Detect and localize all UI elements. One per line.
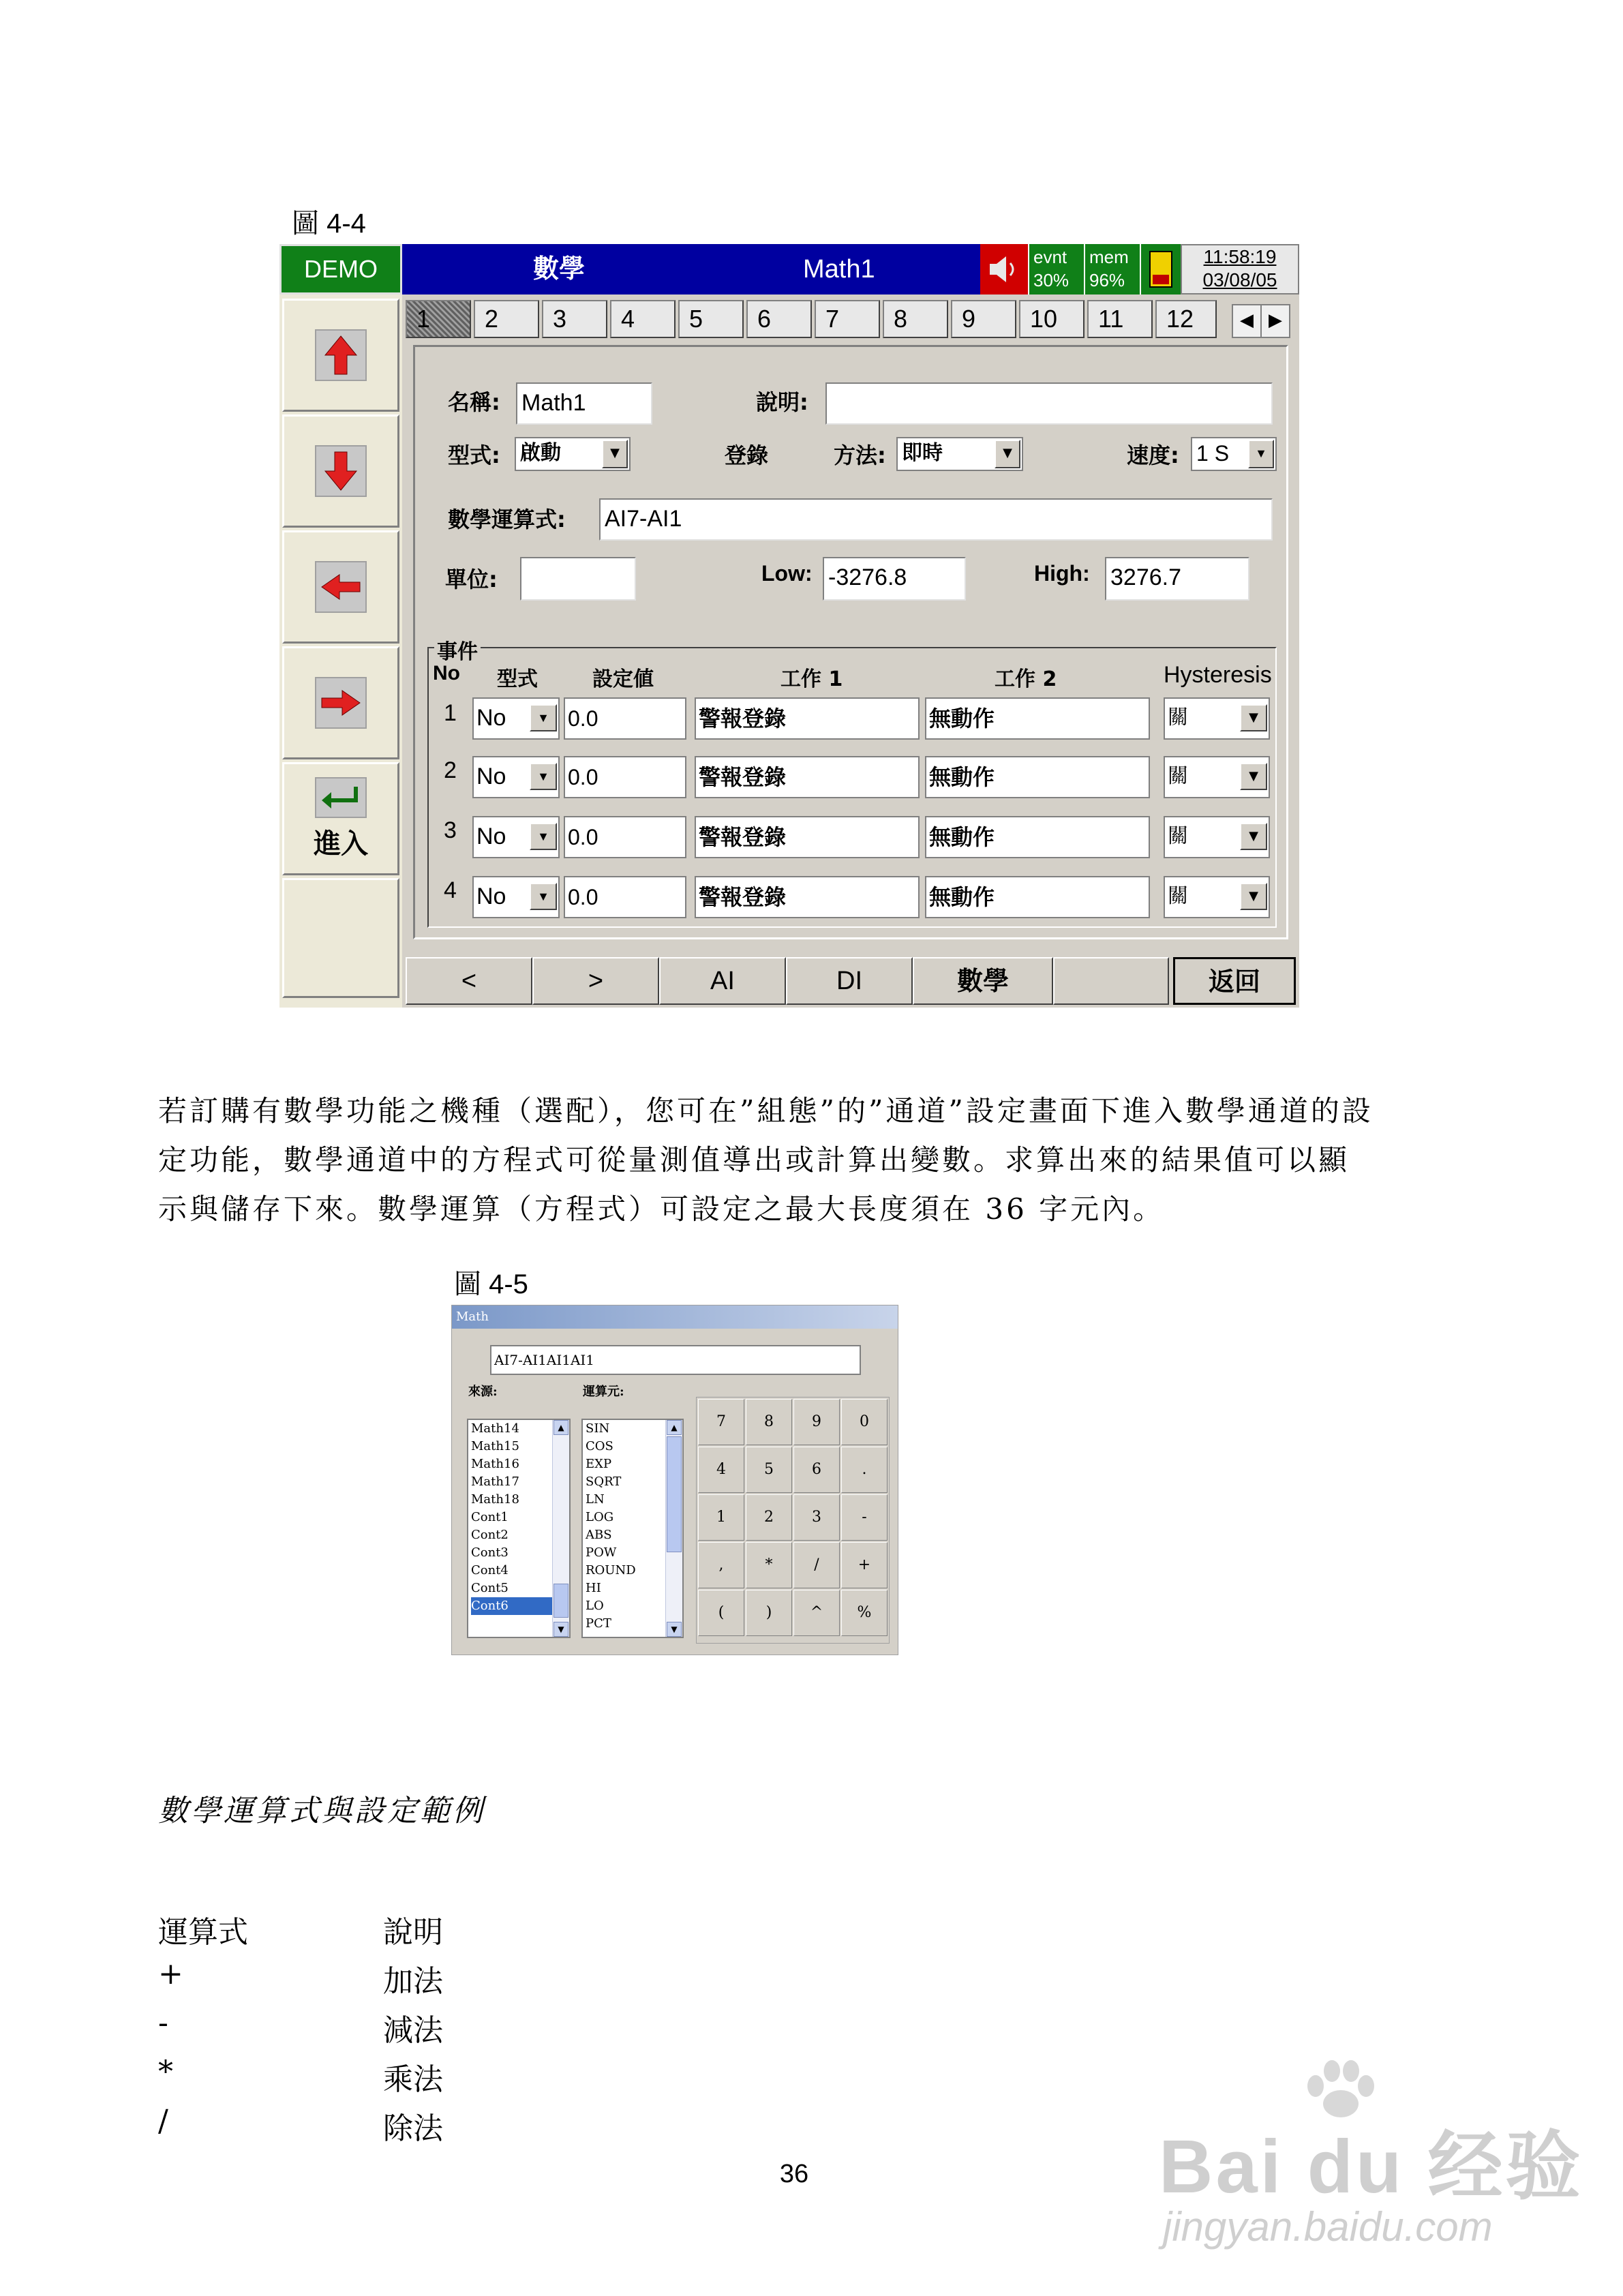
event-work1-field[interactable]: 警報登錄: [695, 756, 920, 798]
key-percent[interactable]: %: [841, 1590, 888, 1636]
tab-6[interactable]: 6: [746, 300, 812, 338]
tab-7[interactable]: 7: [815, 300, 880, 338]
tab-12[interactable]: 12: [1155, 300, 1217, 338]
type-select[interactable]: [515, 437, 631, 471]
key-rparen[interactable]: ): [746, 1590, 792, 1636]
right-button[interactable]: [282, 646, 399, 759]
event-setpoint-input[interactable]: 0.0: [564, 816, 686, 858]
table-desc: 乘法: [383, 2062, 443, 2097]
list-item[interactable]: Math17: [471, 1475, 519, 1489]
table-header-op: 運算式: [158, 1915, 248, 1950]
speed-select[interactable]: [1191, 437, 1277, 471]
list-item[interactable]: ABS: [586, 1528, 612, 1542]
name-label: 名稱:: [448, 389, 500, 415]
down-button[interactable]: [282, 414, 399, 528]
high-label: High:: [1034, 561, 1090, 586]
tab-11[interactable]: 11: [1087, 300, 1153, 338]
ai-button[interactable]: AI: [659, 957, 786, 1005]
source-list[interactable]: [467, 1419, 571, 1638]
event-no: 1: [444, 700, 457, 726]
bottom-function-bar: [406, 957, 1299, 1008]
keypad: [696, 1397, 890, 1644]
math-button[interactable]: 數學: [913, 957, 1053, 1005]
figure-caption-4-4: 圖 4-4: [292, 209, 366, 239]
key-divide[interactable]: /: [793, 1542, 840, 1588]
expr-label: 數學運算式:: [448, 507, 566, 532]
list-item[interactable]: HI: [586, 1581, 601, 1595]
key-9[interactable]: 9: [793, 1399, 840, 1445]
arrow-down-icon: [315, 445, 367, 497]
source-label: 來源:: [468, 1385, 498, 1399]
table-op: +: [158, 1957, 183, 1991]
chevron-down-icon: ▼: [602, 440, 628, 468]
table-op: *: [158, 2055, 173, 2089]
list-item[interactable]: Math16: [471, 1457, 519, 1471]
clock: [1181, 244, 1299, 294]
operator-scrollbar[interactable]: [665, 1420, 682, 1637]
col-type: 型式: [497, 667, 538, 691]
key-0[interactable]: 0: [841, 1399, 888, 1445]
list-item[interactable]: LOG: [586, 1510, 614, 1524]
event-work1-field[interactable]: 警報登錄: [695, 876, 920, 918]
tab-8[interactable]: 8: [883, 300, 948, 338]
clock-date: 03/08/05: [1202, 269, 1277, 290]
tab-2[interactable]: 2: [474, 300, 539, 338]
speed-value: 1 S: [1196, 441, 1230, 466]
list-item[interactable]: Math14: [471, 1421, 519, 1436]
event-hyst-value: 關: [1168, 706, 1188, 729]
table-op: -: [158, 2006, 168, 2040]
key-comma[interactable]: ,: [698, 1542, 744, 1588]
list-item[interactable]: EXP: [586, 1457, 612, 1471]
unit-label: 單位:: [445, 567, 498, 592]
tab-4[interactable]: 4: [610, 300, 676, 338]
list-item[interactable]: COS: [586, 1439, 613, 1453]
next-button[interactable]: >: [532, 957, 659, 1005]
scroll-thumb[interactable]: [553, 1584, 568, 1618]
list-item[interactable]: Cont3: [471, 1545, 509, 1560]
operator-label: 運算元:: [583, 1385, 624, 1399]
chevron-down-icon: ▼: [995, 440, 1020, 468]
event-hyst-value: 關: [1168, 824, 1188, 848]
event-setpoint-input[interactable]: 0.0: [564, 697, 686, 740]
section-title: 數學運算式與設定範例: [158, 1794, 485, 1828]
event-type-value: No: [476, 883, 506, 909]
blank-button[interactable]: [282, 878, 399, 998]
type-value: 啟動: [520, 441, 561, 465]
event-setpoint-input[interactable]: 0.0: [564, 756, 686, 798]
event-no: 4: [444, 877, 457, 903]
desc-label: 說明:: [756, 389, 808, 415]
event-type-select[interactable]: [472, 876, 560, 918]
col-work1: 工作 1: [780, 667, 843, 691]
event-work1-field[interactable]: 警報登錄: [695, 816, 920, 858]
event-no: 3: [444, 817, 457, 843]
event-work2-field[interactable]: 無動作: [925, 876, 1150, 918]
key-4[interactable]: 4: [698, 1447, 744, 1493]
events-legend: 事件: [434, 635, 481, 665]
event-hyst-value: 關: [1168, 884, 1188, 908]
left-button-panel: [279, 294, 402, 1008]
method-label: 方法:: [834, 442, 886, 468]
card-icon[interactable]: [1140, 244, 1181, 294]
list-item[interactable]: ROUND: [586, 1563, 636, 1577]
key-5[interactable]: 5: [746, 1447, 792, 1493]
chevron-down-icon: ▼: [1240, 763, 1267, 790]
key-3[interactable]: 3: [793, 1494, 840, 1541]
tab-1[interactable]: 1: [406, 300, 471, 338]
list-item[interactable]: Math18: [471, 1492, 519, 1507]
expression-input[interactable]: AI7-AI1AI1AI1: [490, 1345, 861, 1375]
arrow-right-icon: [315, 677, 367, 729]
page-number: 36: [779, 2160, 809, 2188]
key-2[interactable]: 2: [746, 1494, 792, 1541]
prev-button[interactable]: <: [406, 957, 532, 1005]
table-header-desc: 說明: [383, 1915, 443, 1950]
event-hyst-select[interactable]: [1164, 697, 1270, 740]
mem-label: mem: [1089, 247, 1129, 267]
watermark-brand: Bai du 经验: [1159, 2125, 1583, 2209]
chevron-down-icon: ▼: [1240, 883, 1267, 910]
event-no: 2: [444, 757, 457, 783]
chevron-down-icon: ▼: [1248, 440, 1274, 468]
chevron-down-icon: ▼: [1240, 704, 1267, 731]
desc-input[interactable]: [825, 382, 1273, 425]
list-item[interactable]: Cont4: [471, 1563, 509, 1577]
channel-settings-panel: [413, 345, 1288, 939]
key-minus[interactable]: -: [841, 1494, 888, 1541]
back-button[interactable]: 返回: [1173, 957, 1296, 1005]
event-hyst-select[interactable]: [1164, 756, 1270, 798]
table-desc: 減法: [383, 2013, 443, 2048]
low-label: Low:: [761, 561, 813, 586]
tab-3[interactable]: 3: [542, 300, 607, 338]
table-op: /: [158, 2104, 168, 2139]
blank-function-button[interactable]: [1053, 957, 1169, 1005]
key-1[interactable]: 1: [698, 1494, 744, 1541]
tab-scroll-right-icon[interactable]: ▶: [1260, 304, 1290, 338]
table-desc: 加法: [383, 1964, 443, 1999]
list-item[interactable]: Cont1: [471, 1510, 509, 1524]
key-multiply[interactable]: *: [746, 1542, 792, 1588]
speaker-icon[interactable]: [980, 244, 1028, 294]
col-hysteresis: Hysteresis: [1164, 662, 1272, 688]
name-input[interactable]: Math1: [516, 382, 652, 425]
event-type-select[interactable]: [472, 756, 560, 798]
paragraph-line: 若訂購有數學功能之機種（選配），您可在”組態”的”通道”設定畫面下進入數學通道的設: [158, 1094, 1374, 1128]
list-item[interactable]: LO: [586, 1599, 604, 1613]
figure-caption-4-5: 圖 4-5: [454, 1269, 528, 1299]
event-work1-field[interactable]: 警報登錄: [695, 697, 920, 740]
list-item[interactable]: SQRT: [586, 1475, 622, 1489]
arrow-left-icon: [315, 561, 367, 613]
event-work2-field[interactable]: 無動作: [925, 756, 1150, 798]
method-value: 即時: [902, 441, 943, 465]
list-item-selected[interactable]: Cont6: [471, 1597, 553, 1615]
scroll-up-icon[interactable]: ▲: [553, 1420, 568, 1435]
key-lparen[interactable]: (: [698, 1590, 744, 1636]
source-scrollbar[interactable]: [552, 1420, 569, 1637]
channel-tabs: [406, 300, 1299, 339]
channel-title: Math1: [803, 255, 875, 284]
enter-icon: [315, 777, 367, 818]
dialog-title: Math: [452, 1305, 898, 1329]
mem-status: [1084, 244, 1140, 294]
scroll-down-icon[interactable]: ▼: [553, 1622, 568, 1637]
evnt-value: 30%: [1033, 270, 1070, 290]
key-dot[interactable]: .: [841, 1447, 888, 1493]
list-item[interactable]: Math15: [471, 1439, 519, 1453]
event-type-value: No: [476, 764, 506, 789]
col-setpoint: 設定値: [592, 667, 654, 691]
log-label: 登錄: [725, 442, 769, 468]
paragraph-line: 示與儲存下來。數學運算（方程式）可設定之最大長度須在 36 字元內。: [158, 1192, 1165, 1226]
high-input[interactable]: 3276.7: [1105, 557, 1249, 601]
col-no: No: [433, 662, 460, 684]
scroll-thumb[interactable]: [667, 1436, 682, 1552]
event-setpoint-input[interactable]: 0.0: [564, 876, 686, 918]
enter-label: 進入: [314, 828, 368, 860]
col-work2: 工作 2: [995, 667, 1057, 691]
paw-icon: [1302, 2059, 1377, 2124]
key-8[interactable]: 8: [746, 1399, 792, 1445]
watermark-url: jingyan.baidu.com: [1163, 2204, 1493, 2250]
expr-input[interactable]: AI7-AI1: [599, 498, 1273, 541]
operator-list[interactable]: [581, 1419, 684, 1638]
list-item[interactable]: LN: [586, 1492, 605, 1507]
arrow-up-icon: [315, 329, 367, 381]
event-hyst-select[interactable]: [1164, 876, 1270, 918]
math-dialog: [451, 1305, 898, 1655]
key-power[interactable]: ^: [793, 1590, 840, 1636]
chevron-down-icon: ▼: [530, 763, 557, 790]
unit-input[interactable]: [520, 557, 636, 601]
events-group: [427, 640, 1277, 928]
low-input[interactable]: -3276.8: [823, 557, 966, 601]
demo-badge: DEMO: [279, 244, 402, 294]
tab-scroll-left-icon[interactable]: ◀: [1232, 304, 1262, 338]
chevron-down-icon: ▼: [530, 823, 557, 850]
list-item[interactable]: PCT: [586, 1616, 611, 1631]
method-select[interactable]: [896, 437, 1023, 471]
evnt-label: evnt: [1033, 247, 1067, 267]
screen-title: 數學: [533, 255, 586, 284]
list-item[interactable]: Cont2: [471, 1528, 509, 1542]
mem-value: 96%: [1089, 270, 1125, 290]
event-type-value: No: [476, 705, 506, 731]
event-work2-field[interactable]: 無動作: [925, 697, 1150, 740]
table-desc: 除法: [383, 2111, 443, 2146]
top-status-bar: [279, 244, 1299, 294]
event-type-value: No: [476, 824, 506, 849]
paragraph-line: 定功能，數學通道中的方程式可從量測值導出或計算出變數。求算出來的結果值可以顯: [158, 1143, 1350, 1177]
type-label: 型式:: [448, 442, 500, 468]
enter-button[interactable]: [282, 762, 399, 875]
event-hyst-value: 關: [1168, 764, 1188, 788]
chevron-down-icon: ▼: [530, 704, 557, 731]
list-item[interactable]: SIN: [586, 1421, 610, 1436]
list-item[interactable]: POW: [586, 1545, 617, 1560]
recorder-screen: [279, 244, 1299, 1008]
tab-10[interactable]: 10: [1019, 300, 1084, 338]
speed-label: 速度:: [1127, 442, 1179, 468]
key-6[interactable]: 6: [793, 1447, 840, 1493]
chevron-down-icon: ▼: [1240, 823, 1267, 850]
evnt-status: [1028, 244, 1084, 294]
scroll-up-icon[interactable]: ▲: [667, 1420, 682, 1435]
tab-9[interactable]: 9: [951, 300, 1016, 338]
up-button[interactable]: [282, 299, 399, 412]
event-hyst-select[interactable]: [1164, 816, 1270, 858]
di-button[interactable]: DI: [786, 957, 913, 1005]
key-7[interactable]: 7: [698, 1399, 744, 1445]
event-type-select[interactable]: [472, 697, 560, 740]
left-button[interactable]: [282, 530, 399, 644]
list-item[interactable]: Cont5: [471, 1581, 509, 1595]
tab-5[interactable]: 5: [678, 300, 744, 338]
event-work2-field[interactable]: 無動作: [925, 816, 1150, 858]
clock-time: 11:58:19: [1203, 246, 1277, 267]
scroll-down-icon[interactable]: ▼: [667, 1622, 682, 1637]
key-plus[interactable]: +: [841, 1542, 888, 1588]
chevron-down-icon: ▼: [530, 883, 557, 910]
event-type-select[interactable]: [472, 816, 560, 858]
